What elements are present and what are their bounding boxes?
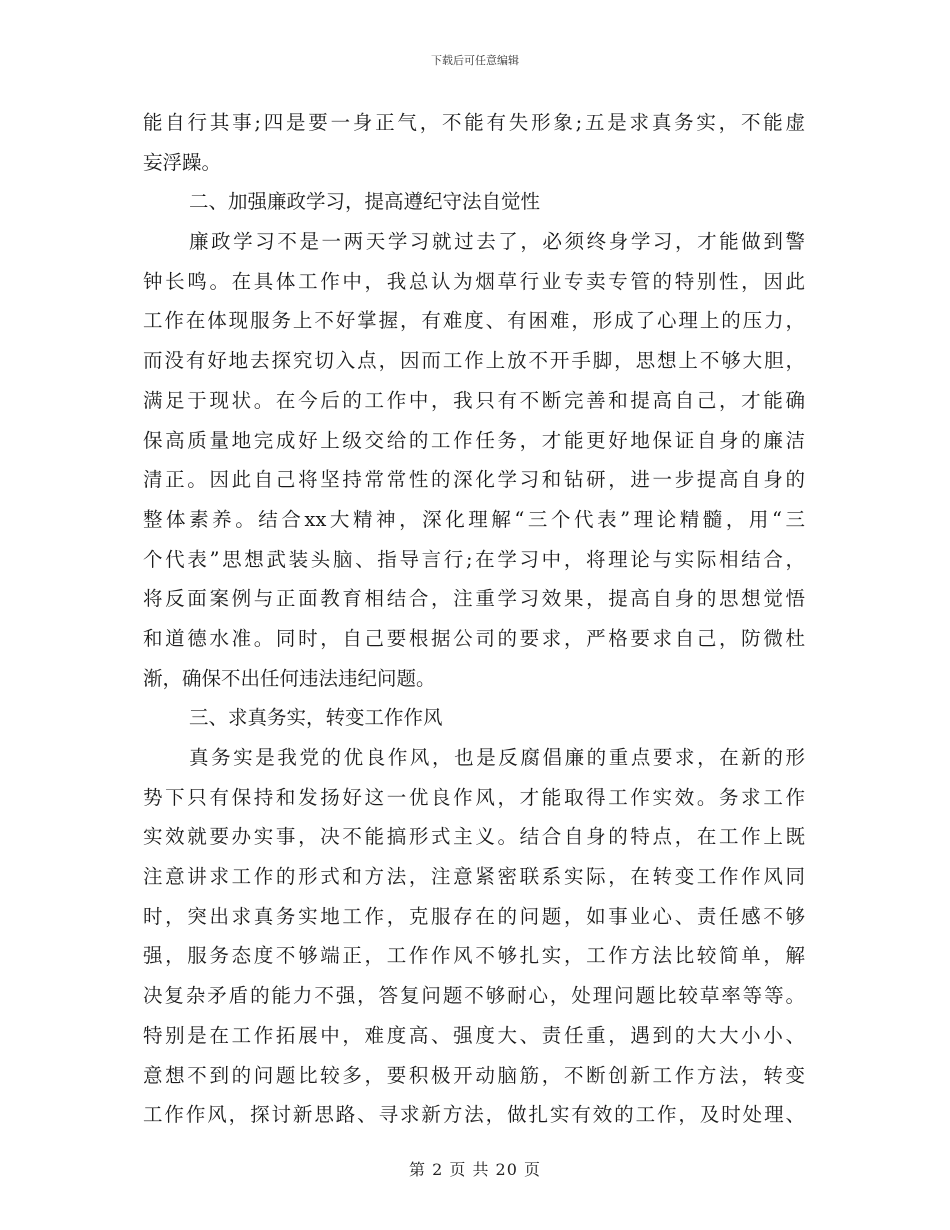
text-line: 能自行其事;四是要一身正气，不能有失形象;五是求真务实，不能虚 [143,111,805,134]
text-line: 真务实是我党的优良作风，也是反腐倡廉的重点要求，在新的形 [189,746,805,769]
page-header: 下载后可任意编辑 [431,54,519,67]
text-line: 注意讲求工作的形式和方法，注意紧密联系实际，在转变工作作风同 [143,865,805,889]
text-line: 渐，确保不出任何违法违纪问题。 [143,666,436,690]
text-line: 二、加强廉政学习，提高遵纪守法自觉性 [189,190,541,214]
text-line: 和道德水准。同时，自己要根据公司的要求，严格要求自己，防微杜 [143,626,805,650]
text-line: 廉政学习不是一两天学习就过去了，必须终身学习，才能做到警 [189,230,805,254]
text-line: 而没有好地去探究切入点，因而工作上放不开手脚，思想上不够大胆， [143,349,805,373]
text-line: 强，服务态度不够端正，工作作风不够扎实，工作方法比较简单，解 [143,944,805,968]
text-line: 钟长鸣。在具体工作中，我总认为烟草行业专卖专管的特别性，因此 [143,269,805,293]
text-line: 将反面案例与正面教育相结合，注重学习效果，提高自身的思想觉悟 [143,587,805,611]
text-line: 妄浮躁。 [143,150,222,174]
text-line: 满足于现状。在今后的工作中，我只有不断完善和提高自己，才能确 [143,388,805,412]
text-line: 工作在体现服务上不好掌握，有难度、有困难，形成了心理上的压力， [143,309,805,333]
text-line: 时，突出求真务实地工作，克服存在的问题，如事业心、责任感不够 [143,904,805,928]
text-line: 决复杂矛盾的能力不强，答复问题不够耐心，处理问题比较草率等等。 [143,984,805,1008]
text-line: 势下只有保持和发扬好这一优良作风，才能取得工作实效。务求工作 [143,785,805,809]
text-line: 保高质量地完成好上级交给的工作任务，才能更好地保证自身的廉洁 [143,428,805,452]
text-line: 整体素养。结合xx大精神，深化理解“三个代表”理论精髓，用“三 [143,507,805,531]
page-number-footer: 第 2 页 共 20 页 [409,1160,541,1179]
text-line: 实效就要办实事，决不能搞形式主义。结合自身的特点，在工作上既 [143,825,805,849]
document-body [143,103,805,1135]
text-line: 清正。因此自己将坚持常常性的深化学习和钻研，进一步提高自身的 [143,468,805,492]
text-line: 三、求真务实，转变工作作风 [189,706,443,730]
text-line: 意想不到的问题比较多，要积极开动脑筋，不断创新工作方法，转变 [143,1063,805,1087]
text-line: 特别是在工作拓展中，难度高、强度大、责任重，遇到的大大小小、 [143,1023,805,1047]
text-line: 工作作风，探讨新思路、寻求新方法，做扎实有效的工作，及时处理、 [143,1103,805,1127]
text-line: 个代表”思想武装头脑、指导言行;在学习中，将理论与实际相结合， [143,547,805,571]
